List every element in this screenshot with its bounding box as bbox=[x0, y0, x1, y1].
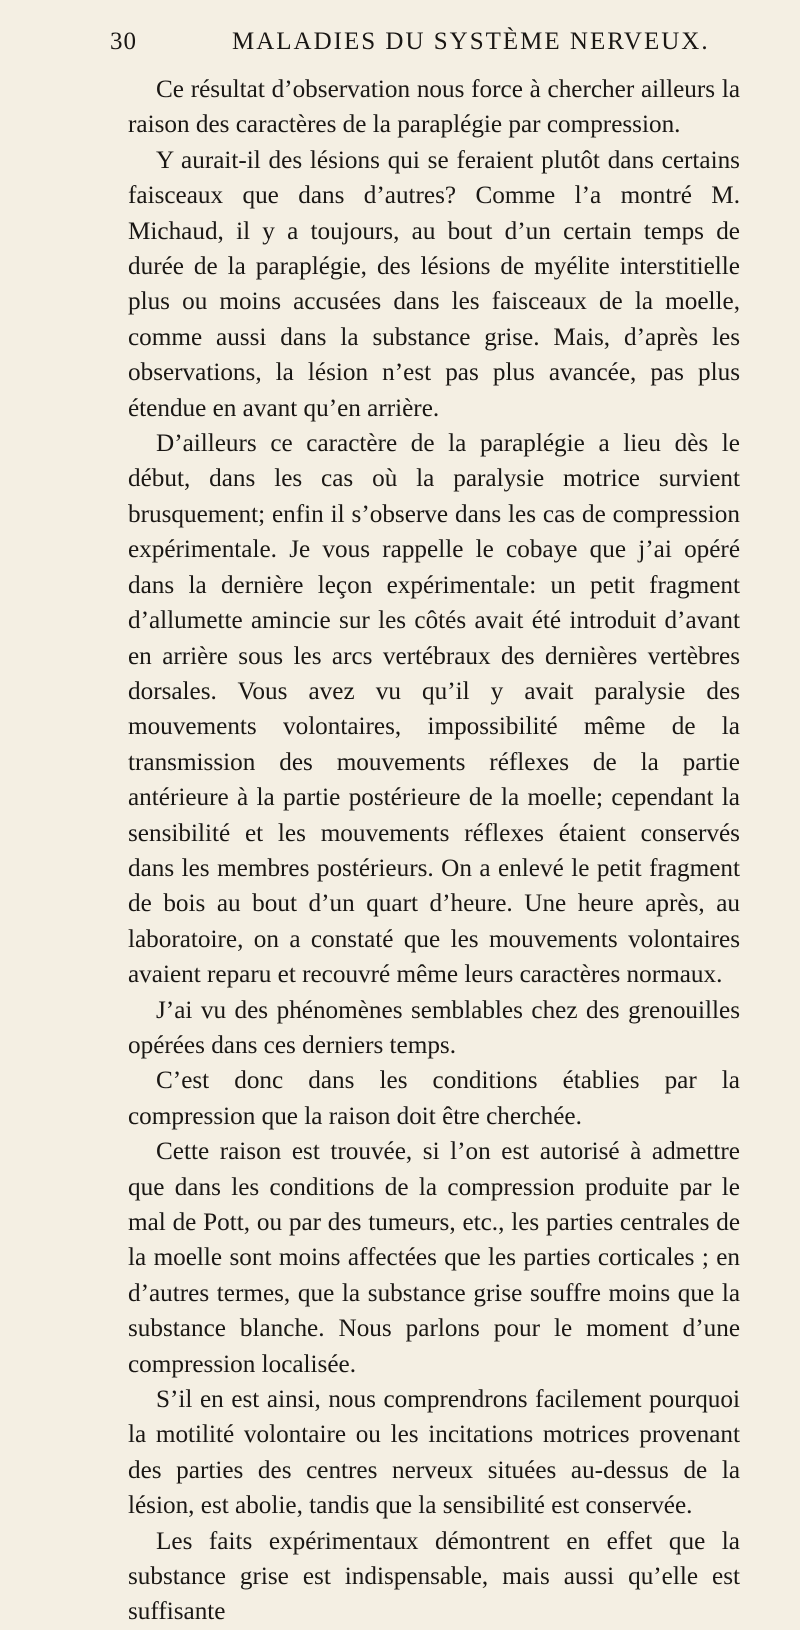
paragraph: Les faits expérimentaux démontrent en effet que la substance grise est indispensable, mais aussi qu’elle est suffisante bbox=[128, 1527, 740, 1626]
paragraph: C’est donc dans les conditions établies par la compression que la raison doit être cherchée. bbox=[128, 1067, 740, 1130]
paragraph: D’ailleurs ce caractère de la paraplégie a lieu dès le début, dans les cas où la paralysie motrice survient brusquement; enfin il s’observe dans les cas de compression expérimentale. Je vous rappelle le cobaye que j’ai opéré dans la dernière leçon expérimentale: un petit fragment d’allumette amincie sur les côtés avait été introduit d’avant en arrière sous les arcs vertébraux des dernières vertèbres dorsales. Vous avez vu qu’il y avait paralysie des mouvements volontaires, impossibilité même de la transmission des mouvements réflexes de la partie antérieure à la partie postérieure de la moelle; cependant la sensibilité et les mouvements réflexes étaient conservés dans les membres postérieurs. On a enlevé le petit fragment de bois au bout d’un quart d’heure. Une heure après, au laboratoire, on a constaté que les mouvements volontaires avaient reparu et recouvré même leurs caractères normaux. bbox=[128, 430, 740, 989]
paragraph: Ce résultat d’observation nous force à chercher ailleurs la raison des caractères de la paraplégie par compression. bbox=[128, 76, 740, 139]
paragraph: S’il en est ainsi, nous comprendrons facilement pourquoi la motilité volontaire ou les incitations motrices provenant des parties des centres nerveux situées au-dessus de la lésion, est abolie, tandis que la sensibilité est conservée. bbox=[128, 1386, 740, 1520]
page-number: 30 bbox=[110, 28, 137, 55]
body-text bbox=[128, 72, 740, 1630]
paragraph: Cette raison est trouvée, si l’on est autorisé à admettre que dans les conditions de la compression produite par le mal de Pott, ou par des tumeurs, etc., les parties centrales de la moelle sont moins affectées que les parties corticales ; en d’autres termes, que la substance grise souffre moins que la substance blanche. Nous parlons pour le moment d’une compression localisée. bbox=[128, 1138, 740, 1378]
page-header bbox=[100, 28, 740, 60]
paragraph: Y aurait-il des lésions qui se feraient plutôt dans certains faisceaux que dans d’autres? Comme l’a montré M. Michaud, il y a toujours, au bout d’un certain temps de durée de la paraplégie, des lésions de myélite interstitielle plus ou moins accusées dans les faisceaux de la moelle, comme aussi dans la substance grise. Mais, d’après les observations, la lésion n’est pas plus avancée, pas plus étendue en avant qu’en arrière. bbox=[128, 146, 740, 422]
running-title: MALADIES DU SYSTÈME NERVEUX. bbox=[232, 28, 710, 55]
paragraph: J’ai vu des phénomènes semblables chez des grenouilles opérées dans ces derniers temps. bbox=[128, 996, 740, 1059]
